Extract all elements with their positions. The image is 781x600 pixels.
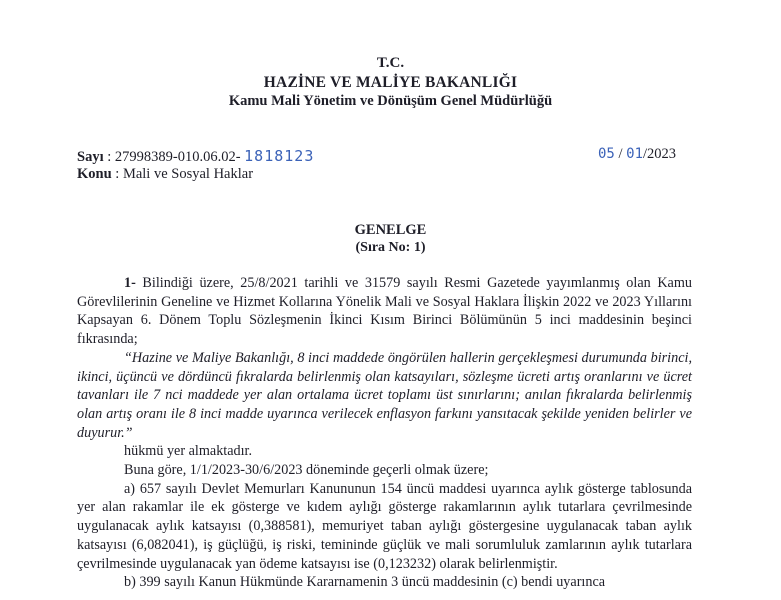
document-order-number: (Sıra No: 1) [355, 240, 426, 255]
document-title: GENELGE [354, 222, 427, 238]
date-month: 01 [626, 146, 643, 162]
date-day: 05 [598, 146, 615, 162]
sayi-handwritten-number: 1818123 [244, 147, 315, 165]
header-department: Kamu Mali Yönetim ve Dönüşüm Genel Müdürlüğü [228, 93, 553, 109]
konu-value: : Mali ve Sosyal Haklar [115, 166, 254, 182]
header-ministry: HAZİNE VE MALİYE BAKANLIĞI [263, 74, 518, 91]
konu-line [77, 166, 253, 183]
paragraph-item-a: a) 657 sayılı Devlet Memurları Kanununun 154 üncü maddesi uyarınca aylık gösterge tablosunda yer alan rakamlar ile ek gösterge ve kıdem aylığı gösterge rakamlarının aylık tutarlara çevrilmesinde uygulanacak aylık katsayısı (0,388581), memuriyet taban aylığı göstergesine uygulanacak taban aylık katsayısı (6,082041), iş güçlüğü, iş riski, temininde güçlük ve mali sorumluluk zamlarının aylık tutarlara çevrilmesinde uygulanacak yan ödeme katsayısı ise (0,123232) olarak belirlenmiştir. [77, 480, 692, 572]
paragraph-1-number: 1- [124, 275, 136, 291]
sayi-value: : 27998389-010.06.02- [107, 149, 241, 165]
paragraph-1-text: Bilindiği üzere, 25/8/2021 tarihli ve 31579 sayılı Resmi Gazetede yayımlanmış olan Kamu Görevlilerinin Geneline ve Hizmet Kollarına Yönelik Mali ve Sosyal Haklara İlişkin 2022 ve 2023 Yıllarını Kapsayan 6. Dönem Toplu Sözleşmenin İkinci Kısım Birinci Bölümünün 5 inci maddesinin beşinci fıkrasında; [77, 275, 692, 348]
paragraph-1 [77, 274, 692, 349]
document-date [598, 146, 676, 163]
header-tc: T.C. [376, 55, 405, 71]
date-sep: / [614, 146, 627, 162]
document-body [77, 274, 692, 592]
date-year: /2023 [643, 146, 677, 162]
quoted-provision: “Hazine ve Maliye Bakanlığı, 8 inci maddede öngörülen hallerin gerçekleşmesi durumunda birinci, ikinci, üçüncü ve dördüncü fıkralarda belirlenmiş olan katsayıları, sözleşme ücreti artış oranlarını ve ücret tavanları ile 7 nci maddede yer alan ortalama ücret toplamı üst sınırlarını; anılan fıkralarda belirlenmiş olan artış oranı ile 8 inci madde uyarınca verilecek enflasyon farkını yansıtacak şekilde yeniden belirler ve duyurur.” [77, 349, 692, 441]
sayi-line [77, 147, 314, 166]
sayi-label: Sayı [77, 149, 104, 165]
konu-label: Konu [77, 166, 112, 182]
paragraph-3: Buna göre, 1/1/2023-30/6/2023 döneminde geçerli olmak üzere; [124, 462, 489, 479]
paragraph-item-b: b) 399 sayılı Kanun Hükmünde Kararnamenin 3 üncü maddesinin (c) bendi uyarınca [124, 574, 606, 591]
paragraph-2: hükmü yer almaktadır. [124, 443, 253, 460]
